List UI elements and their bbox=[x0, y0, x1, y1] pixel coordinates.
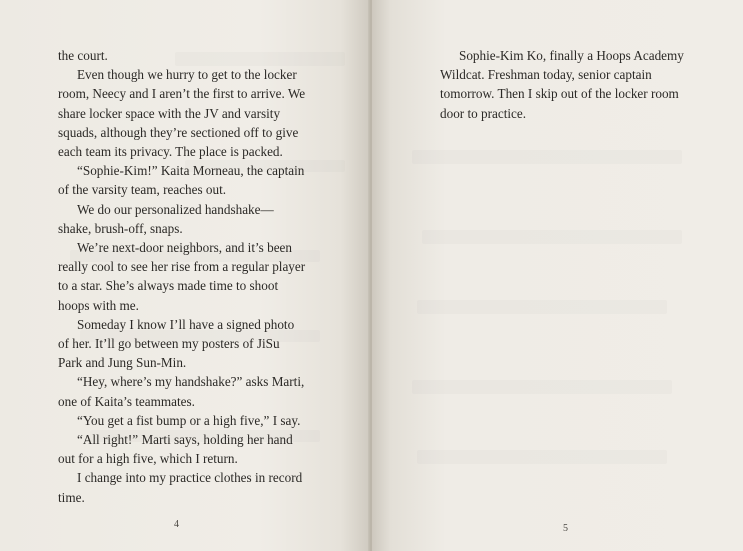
page-number-left: 4 bbox=[174, 519, 179, 530]
page-number-right: 5 bbox=[563, 523, 568, 534]
paragraph: Even though we hurry to get to the locker room, Neecy and I aren’t the first to arrive. We share locker space with the JV and varsity squads, although they’re sectioned off to give each team its privacy. The place is packed. bbox=[58, 67, 306, 160]
paragraph: We do our personalized handshake—shake, brush-off, snaps. bbox=[58, 201, 274, 236]
paragraph: “Hey, where’s my handshake?” asks Marti, one of Kaita’s teammates. bbox=[58, 374, 305, 409]
paragraph: the court. bbox=[58, 48, 108, 63]
left-page-text bbox=[58, 46, 306, 507]
paragraph: “All right!” Marti says, holding her hand out for a high five, which I return. bbox=[58, 432, 293, 467]
paragraph: Someday I know I’ll have a signed photo of her. It’ll go between my posters of JiSu Park and Jung Sun-Min. bbox=[58, 316, 295, 371]
right-page-text bbox=[440, 46, 690, 123]
paragraph: “You get a fist bump or a high five,” I say. bbox=[77, 412, 301, 428]
paragraph: Sophie-Kim Ko, finally a Hoops Academy Wildcat. Freshman today, senior captain tomorrow. Then I skip out of the locker room door to practice. bbox=[440, 48, 684, 121]
paragraph: We’re next-door neighbors, and it’s been really cool to see her rise from a regular player to a star. She’s always made time to shoot hoops with me. bbox=[58, 240, 306, 313]
paragraph: I change into my practice clothes in record time. bbox=[58, 470, 303, 505]
paragraph: “Sophie-Kim!” Kaita Morneau, the captain of the varsity team, reaches out. bbox=[58, 163, 305, 198]
